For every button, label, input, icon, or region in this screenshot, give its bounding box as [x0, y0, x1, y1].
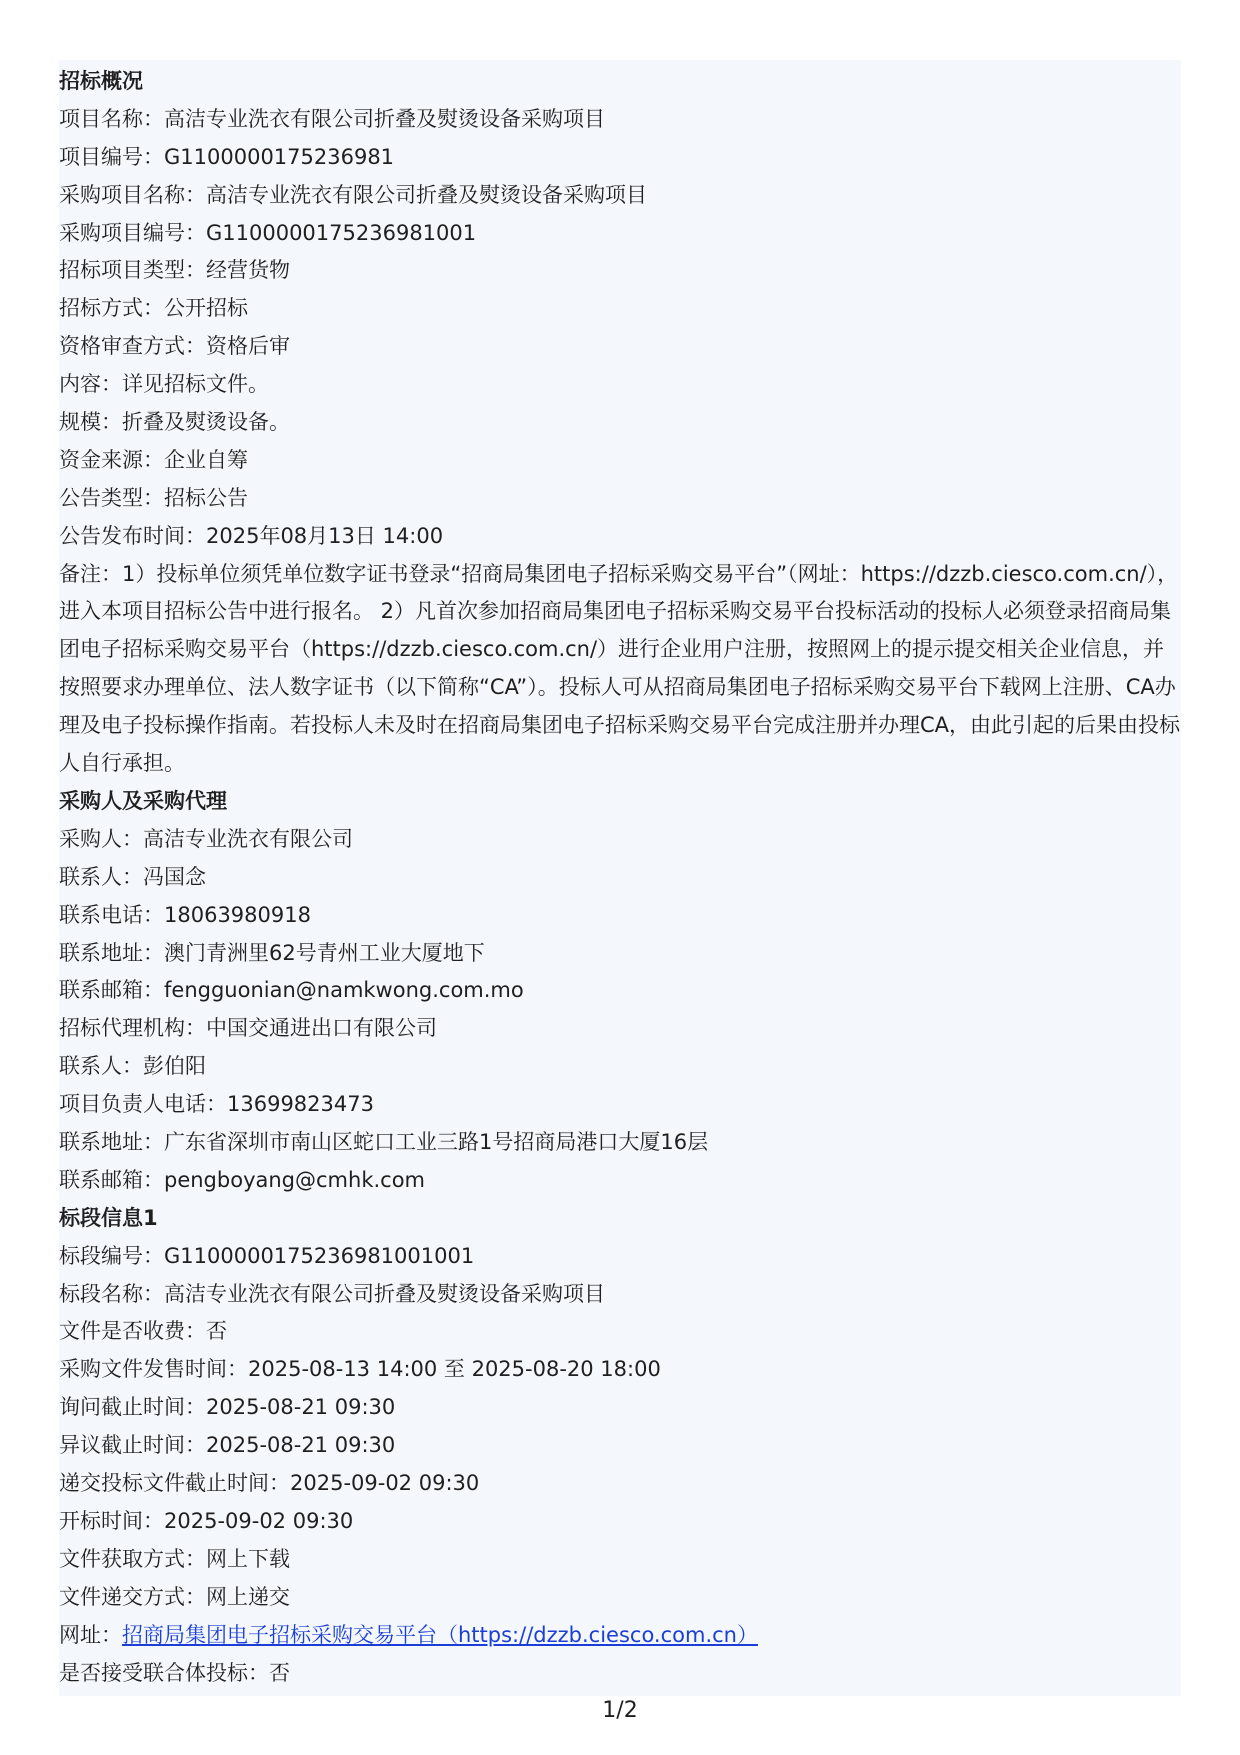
project-name: 项目名称：高洁专业洗衣有限公司折叠及熨烫设备采购项目: [59, 106, 605, 131]
url-label: 网址：: [59, 1622, 122, 1647]
qualification-method: 资格审查方式：资格后审: [59, 334, 290, 359]
lot-name: 标段名称：高洁专业洗衣有限公司折叠及熨烫设备采购项目: [59, 1281, 605, 1306]
agent-phone: 项目负责人电话：13699823473: [59, 1092, 374, 1117]
project-no: 项目编号：G1100000175236981: [59, 144, 395, 169]
tender-method: 招标方式：公开招标: [59, 296, 248, 321]
fund-source: 资金来源：企业自筹: [59, 447, 248, 472]
section-title-lot: 标段信息1: [59, 1205, 158, 1230]
content-text: 内容：详见招标文件。: [59, 372, 269, 397]
agent-address: 联系地址：广东省深圳市南山区蛇口工业三路1号招商局港口大厦16层: [59, 1130, 709, 1155]
remark-paragraph: 备注：1）投标单位须凭单位数字证书登录“招商局集团电子招标采购交易平台”（网址：https://dzzb.ciesco.com.cn/），进入本项目招标公告中进行报名。 2）凡首次参加招商局集团电子招标采购交易平台投标活动的投标人必须登录招商局集团电子招标采购交易平台（https://dzzb.ciesco.com.cn/）进行企业用户注册，按照网上的提示提交相关企业信息，并按照要求办理单位、法人数字证书（以下简称“CA”）。投标人可从招商局集团电子招标采购交易平台下载网上注册、CA办理及电子投标操作指南。若投标人未及时在招商局集团电子招标采购交易平台完成注册并办理CA，由此引起的后果由投标人自行承担。: [59, 561, 1181, 776]
section-title-overview: 招标概况: [59, 69, 143, 93]
buyer-name: 采购人：高洁专业洗衣有限公司: [59, 826, 353, 851]
platform-link[interactable]: 招商局集团电子招标采购交易平台（https://dzzb.ciesco.com.cn）: [122, 1622, 758, 1647]
agent-name: 招标代理机构：中国交通进出口有限公司: [59, 1016, 437, 1041]
buyer-email: 联系邮箱：fengguonian@namkwong.com.mo: [59, 978, 524, 1003]
buyer-phone: 联系电话：18063980918: [59, 902, 311, 927]
notice-type: 公告类型：招标公告: [59, 485, 248, 510]
submit-deadline: 递交投标文件截止时间：2025-09-02 09:30: [59, 1471, 480, 1496]
submit-method: 文件递交方式：网上递交: [59, 1584, 290, 1609]
opening-time: 开标时间：2025-09-02 09:30: [59, 1508, 354, 1533]
purchase-name: 采购项目名称：高洁专业洗衣有限公司折叠及熨烫设备采购项目: [59, 182, 647, 207]
page-number: 1/2: [602, 1698, 638, 1723]
agent-contact: 联系人：彭伯阳: [59, 1054, 206, 1079]
inquiry-deadline: 询问截止时间：2025-08-21 09:30: [59, 1395, 396, 1420]
obtain-method: 文件获取方式：网上下载: [59, 1546, 290, 1571]
purchase-no: 采购项目编号：G1100000175236981001: [59, 220, 477, 245]
url-row: [59, 1617, 1181, 1655]
fee-info: 文件是否收费：否: [59, 1319, 227, 1344]
objection-deadline: 异议截止时间：2025-08-21 09:30: [59, 1433, 396, 1458]
agent-email: 联系邮箱：pengboyang@cmhk.com: [59, 1167, 426, 1192]
buyer-contact: 联系人：冯国念: [59, 864, 206, 889]
project-type: 招标项目类型：经营货物: [59, 258, 290, 283]
scale-text: 规模：折叠及熨烫设备。: [59, 410, 290, 435]
document-body: [59, 60, 1181, 1696]
lot-no: 标段编号：G1100000175236981001001: [59, 1243, 475, 1268]
sale-time: 采购文件发售时间：2025-08-13 14:00 至 2025-08-20 18:00: [59, 1357, 661, 1382]
consortium-info: 是否接受联合体投标：否: [59, 1660, 290, 1685]
section-title-parties: 采购人及采购代理: [59, 789, 227, 814]
buyer-address: 联系地址：澳门青洲里62号青州工业大厦地下: [59, 940, 485, 965]
publish-time: 公告发布时间：2025年08月13日 14:00: [59, 523, 444, 548]
